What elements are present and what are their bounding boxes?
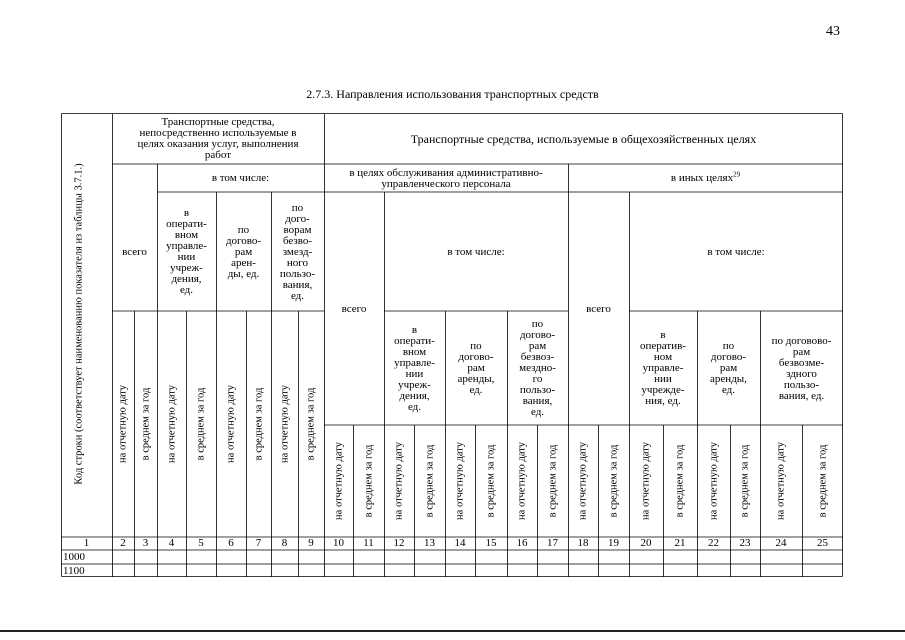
other-including-header: в том числе: — [707, 245, 765, 258]
column-number: 12 — [393, 537, 405, 549]
other-purposes-header: в иных целях$^{29}$ — [670, 170, 741, 184]
other-free-use-header: по договово- рам безвозме- здного пользо- вания, ед. — [771, 334, 832, 402]
column-number: 15 — [485, 537, 497, 549]
other-operational-header: в оператив- ном управле- нии учрежде- ния, ед. — [640, 329, 686, 407]
column-number: 6 — [228, 537, 234, 549]
direct-operational-header: в операти- вном управле- нии учреж- дения, ед. — [166, 207, 207, 296]
admin-free-use-header: по догово- рам безвоз- мездно- го пользо- вания, ед. — [519, 318, 556, 418]
column-number: 18 — [577, 537, 589, 549]
column-number: 21 — [674, 537, 686, 549]
column-number: 4 — [168, 537, 175, 549]
page-number: 43 — [826, 24, 840, 39]
column-number: 2 — [120, 537, 126, 549]
column-number: 9 — [308, 537, 314, 549]
column-number: 3 — [142, 537, 149, 549]
admin-operational-header: в операти- вном управле- нии учреж- дения, ед. — [394, 323, 435, 413]
direct-free-use-header: по дого- ворам безво- змезд- ного пользо- вания, ед. — [279, 201, 316, 302]
direct-lease-header: по догово- рам арен- ды, ед. — [225, 223, 262, 280]
admin-lease-header: по догово- рам аренды, ед. — [457, 340, 495, 396]
column-number: 17 — [547, 537, 558, 549]
general-use-header: Транспортные средства, используемые в общехозяйственных целях — [410, 131, 757, 146]
admin-purposes-header: в целях обслуживания административно- управленческого персонала — [349, 166, 543, 190]
row-code: 1000 — [63, 551, 85, 563]
column-number: 24 — [775, 537, 787, 549]
column-number: 25 — [817, 537, 828, 549]
admin-including-header: в том числе: — [447, 245, 505, 258]
admin-total-header: всего — [341, 302, 367, 315]
including-header: в том числе: — [211, 172, 270, 184]
column-number: 5 — [198, 537, 204, 549]
column-number: 7 — [255, 537, 262, 549]
direct-use-header: Транспортные средства, непосредственно используемые в целях оказания услуг, выполнения работ — [137, 116, 299, 161]
column-number: 19 — [608, 537, 619, 549]
column-number: 22 — [708, 537, 719, 549]
transport-usage-table: Код строки (соответствует наименованию показателя из таблицы 3.7.1.) Транспортные средства, непосредственно используемые в целях оказания услуг, выполнения работ Транспортные средства, используемые в общехозяйственных целях в том числе: в целях обслуживания административно- управленческого персонала в иных целях$^{29}$ всего в операти- вном управле- нии учреж- дения, ед. по догово- рам арен- ды, ед. по дого- ворам безво- змезд- ного пользо- вания, ед. всего в том числе: в операти- вном управле- нии учреж- дения, ед. по догово- рам аренды, ед. по догово- рам безвоз- мездно- го пользо- вания, ед. всего в том числе: в оператив- ном управле- нии учрежде- ния, ед. по догово- рам аренды, ед. по договово- рам безвозме- здного пользо- вания, ед. на отчетную дату в среднем за год на отчетную дату в среднем за год на отчетную дату в среднем за год на отчетную дату в среднем за год на отчетную дату в среднем за год на отчетную дату в среднем за год на отчетную дату в среднем за год на отчетную дату в среднем за год на отчетную дату в среднем за год на отчетную дату в среднем за год на отчетную дату в среднем за год на отчетную дату в среднем за год 1 2 3 4 5 6 7 8 9 10 11 12 13 14 15 16 17 18 19 20 21 22 23 24 25 1000 1100 — [61, 113, 843, 577]
other-lease-header: по догово- рам аренды, ед. — [710, 340, 747, 396]
column-number: 20 — [640, 537, 652, 549]
other-total-header: всего — [586, 302, 611, 315]
column-number: 13 — [424, 537, 435, 549]
page-bottom-rule — [0, 630, 905, 632]
column-number: 10 — [333, 537, 344, 549]
table-title: 2.7.3. Направления использования транспортных средств — [306, 87, 599, 101]
column-number: 16 — [516, 537, 528, 549]
row-code: 1100 — [63, 565, 85, 577]
column-number: 8 — [281, 537, 288, 549]
direct-total-header: всего — [122, 245, 147, 258]
column-number: 14 — [454, 537, 466, 549]
column-number: 1 — [83, 537, 90, 549]
column-number: 11 — [363, 537, 374, 549]
column-number: 23 — [739, 537, 751, 549]
